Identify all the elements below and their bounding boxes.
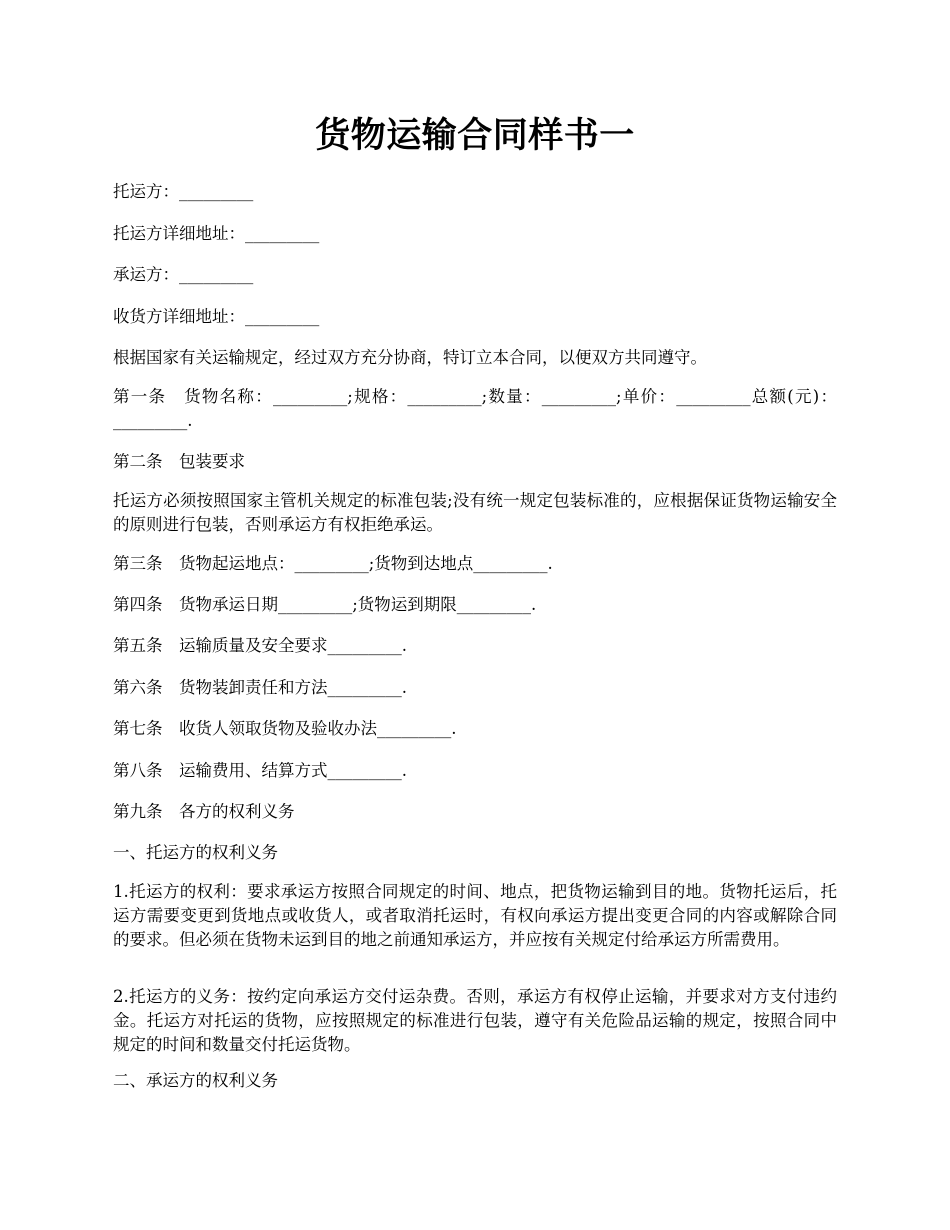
paragraph-shipper-address: 托运方详细地址：_________ [113,224,320,243]
paragraph-consignee-address: 收货方详细地址：_________ [113,307,320,326]
paragraph-preamble: 根据国家有关运输规定，经过双方充分协商，特订立本合同，以便双方共同遵守。 [113,348,707,367]
paragraph-article-6: 第六条 货物装卸责任和方法_________. [113,678,407,697]
paragraph-article-1: 第一条 货物名称：_________;规格：_________;数量：_________;单价：_________总额(元)：_________. [113,387,837,430]
paragraph-article-5: 第五条 运输质量及安全要求_________. [113,636,407,655]
paragraph-article-4: 第四条 货物承运日期_________;货物运到期限_________. [113,595,537,614]
paragraph-shipper: 托运方：_________ [113,182,254,201]
paragraph-article-2: 第二条 包装要求 [113,452,245,471]
paragraph-shipper-obligations: 2.托运方的义务：按约定向承运方交付运杂费。否则，承运方有权停止运输，并要求对方支付违约金。托运方对托运的货物，应按照规定的标准进行包装，遵守有关危险品运输的规定，按照合同中规定的时间和数量交付托运货物。 [113,987,837,1054]
paragraph-article-8: 第八条 运输费用、结算方式_________. [113,761,407,780]
paragraph-shipper-rights: 1.托运方的权利：要求承运方按照合同规定的时间、地点，把货物运输到目的地。货物托运后，托运方需要变更到货地点或收货人，或者取消托运时，有权向承运方提出变更合同的内容或解除合同的要求。但必须在货物未运到目的地之前通知承运方，并应按有关规定付给承运方所需费用。 [113,882,837,949]
paragraph-article-7: 第七条 收货人领取货物及验收办法_________. [113,719,457,738]
paragraph-article-9: 第九条 各方的权利义务 [113,802,295,821]
paragraph-carrier: 承运方：_________ [113,265,254,284]
paragraph-shipper-rights-heading: 一、托运方的权利义务 [113,843,278,862]
paragraph-article-3: 第三条 货物起运地点：_________;货物到达地点_________. [113,554,553,573]
document-title: 货物运输合同样书一 [315,115,635,156]
paragraph-packaging-requirement: 托运方必须按照国家主管机关规定的标准包装;没有统一规定包装标准的，应根据保证货物运输安全的原则进行包装，否则承运方有权拒绝承运。 [113,491,837,534]
paragraph-carrier-rights-heading: 二、承运方的权利义务 [113,1071,278,1090]
